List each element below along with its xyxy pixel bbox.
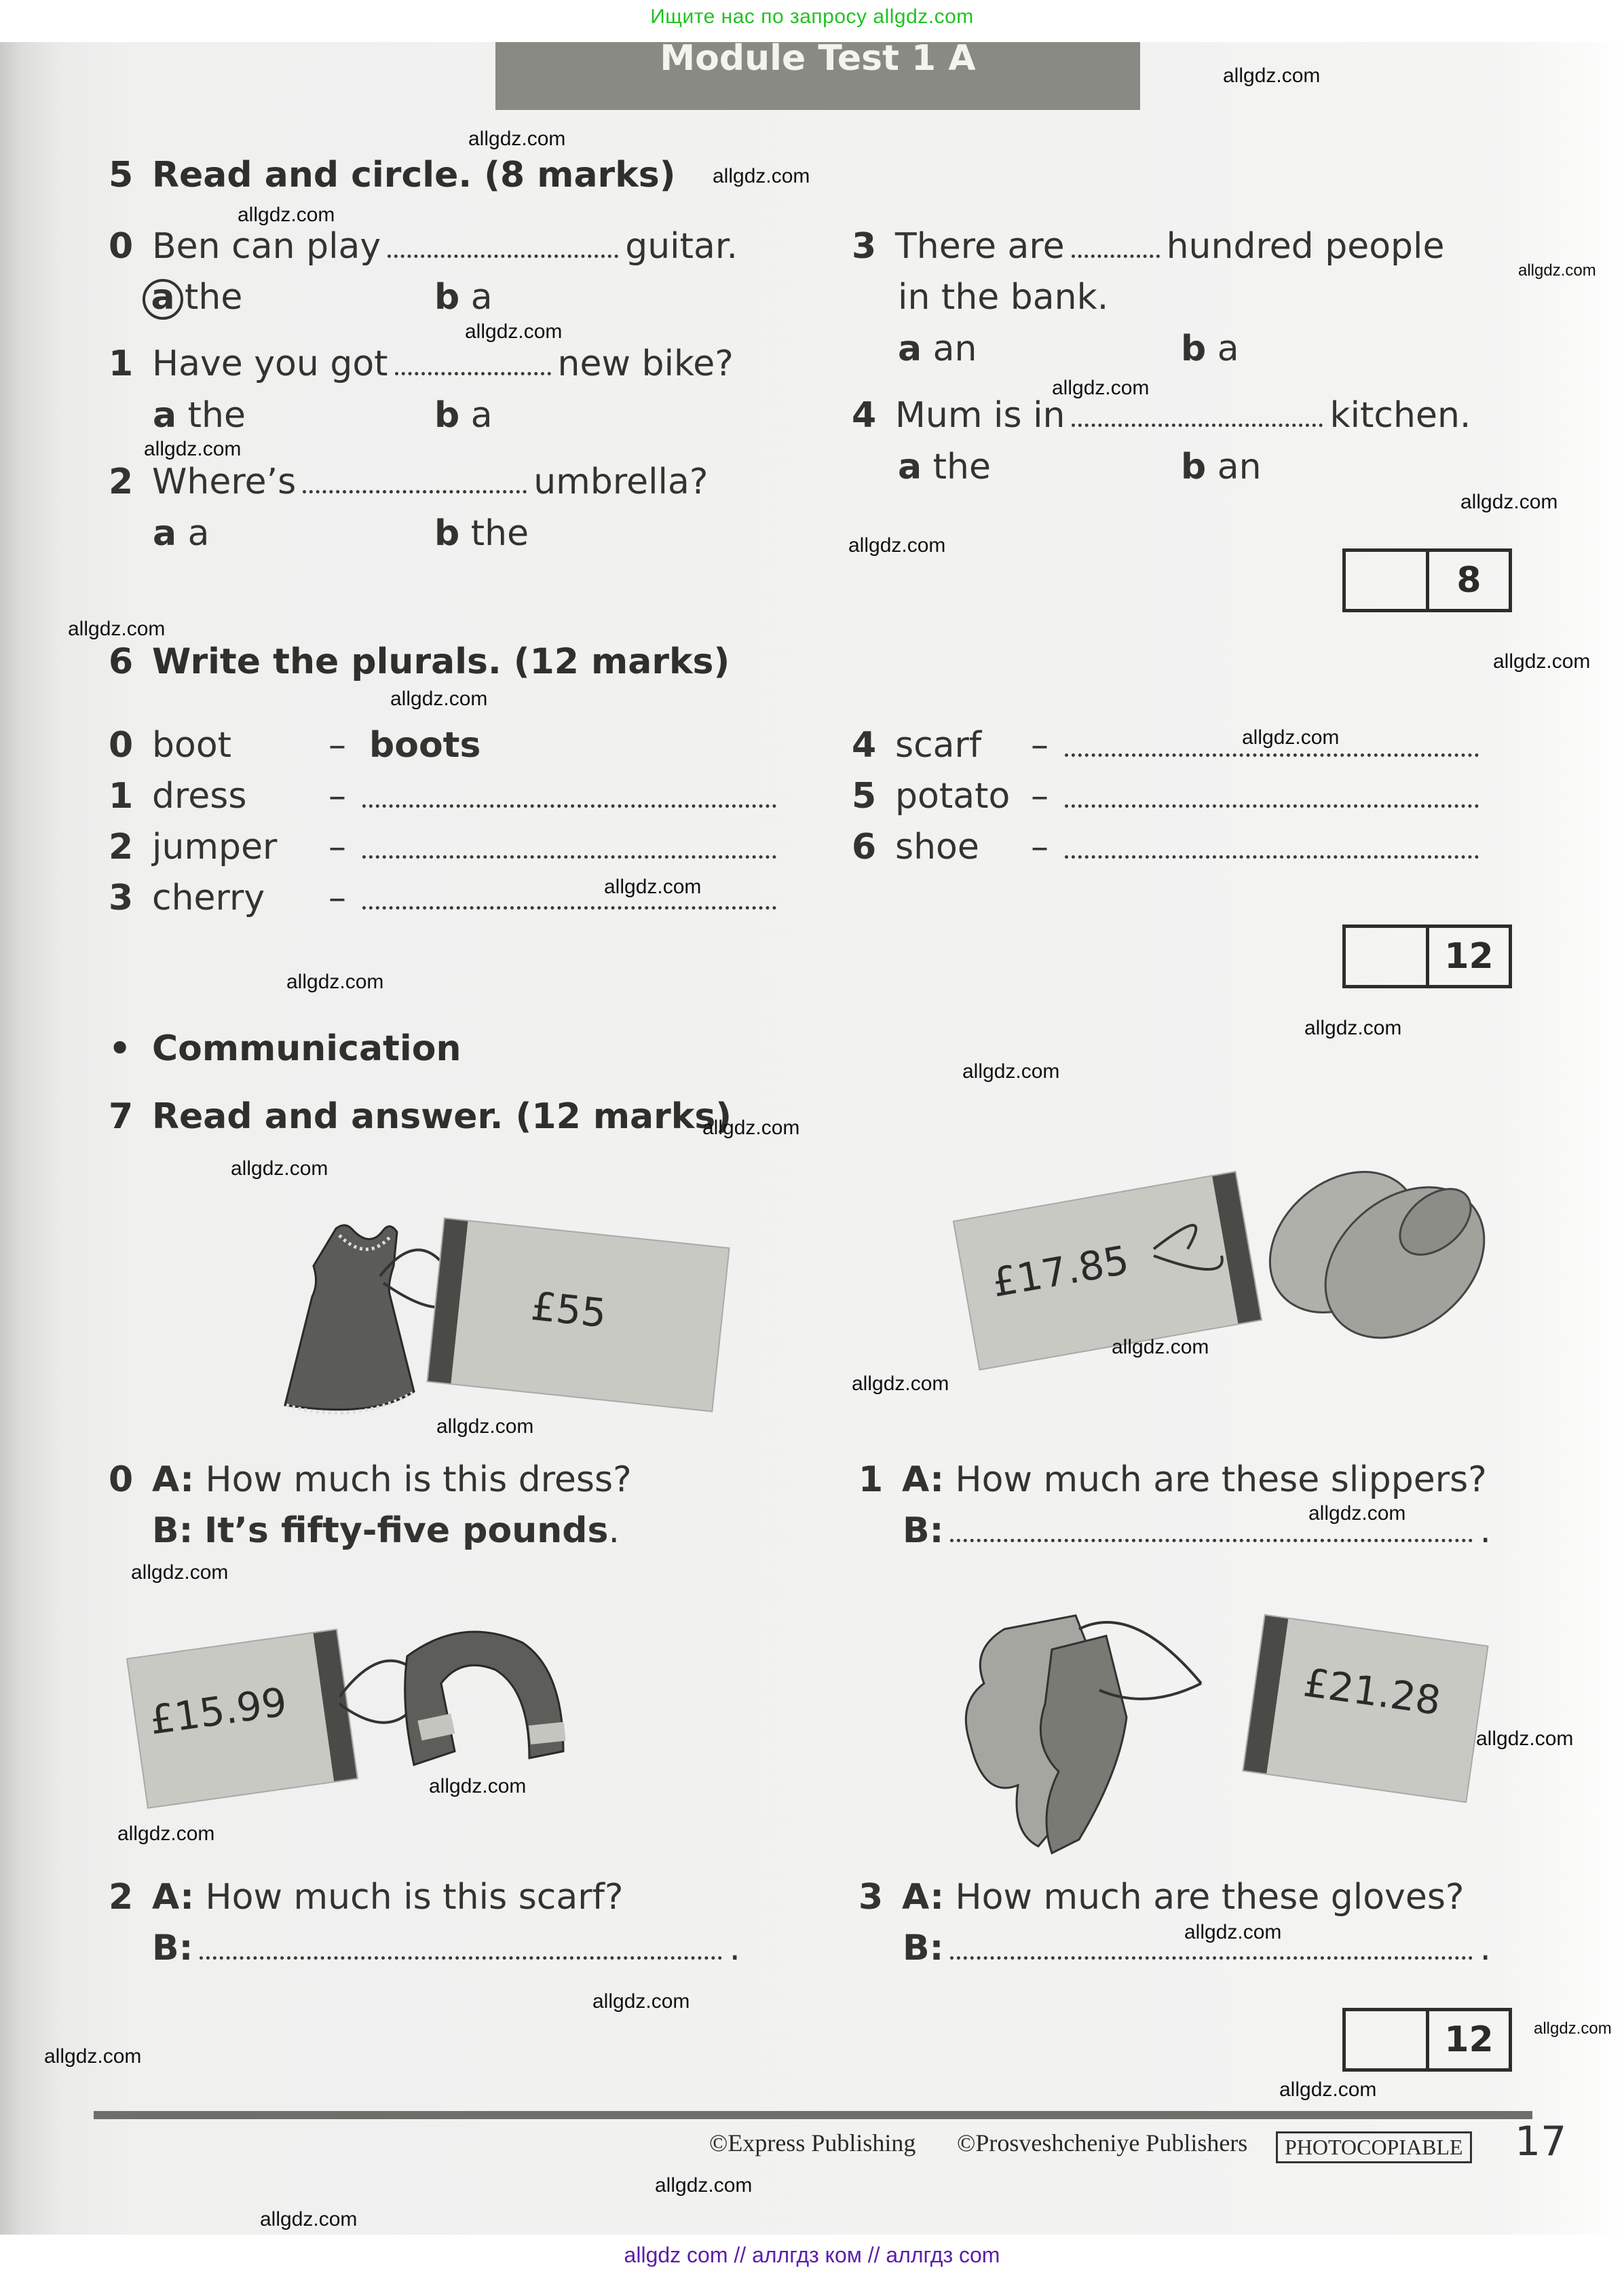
- watermark: allgdz.com: [465, 320, 563, 343]
- dialogue-0-question: 0 A: How much is this dress?: [109, 1459, 632, 1500]
- max-marks: 12: [1444, 936, 1494, 977]
- watermark: allgdz.com: [702, 1117, 800, 1139]
- bottom-banner: [0, 2235, 1624, 2278]
- watermark: allgdz.com: [713, 165, 810, 187]
- watermark: allgdz.com: [1242, 726, 1340, 749]
- watermark: allgdz.com: [131, 1561, 229, 1584]
- answer-blank[interactable]: [362, 798, 776, 808]
- watermark: allgdz.com: [117, 1823, 215, 1845]
- page-title: Module Test 1 A: [660, 38, 976, 79]
- price-label: £21.28: [1300, 1659, 1444, 1724]
- dialogue-0-answer: B: It’s fifty-five pounds.: [152, 1510, 620, 1551]
- price-label: £17.85: [988, 1236, 1133, 1307]
- watermark: allgdz.com: [436, 1415, 534, 1438]
- watermark: allgdz.com: [144, 438, 242, 460]
- watermark: allgdz.com: [286, 971, 384, 993]
- plural-item-5: 5 potato –: [852, 776, 1486, 817]
- plural-item-0: 0 boot – boots: [109, 725, 481, 766]
- price-tag-gloves: [1242, 1614, 1488, 1803]
- section-5-heading: 5 Read and circle. (8 marks): [109, 155, 676, 195]
- watermark: allgdz.com: [1308, 1502, 1406, 1525]
- plural-item-4: 4 scarf –: [852, 725, 1486, 766]
- watermark: allgdz.com: [848, 534, 946, 557]
- answer-blank[interactable]: [303, 483, 527, 493]
- answer-blank[interactable]: [362, 848, 776, 859]
- score-input[interactable]: [1346, 552, 1429, 609]
- option-5-2-a[interactable]: a a: [153, 513, 210, 554]
- option-5-0-b[interactable]: b a: [434, 277, 493, 318]
- question-5-0: 0 Ben can play guitar.: [109, 226, 738, 267]
- watermark: allgdz.com: [390, 688, 488, 710]
- copyright-prosveshcheniye: ©Prosveshcheniye Publishers: [957, 2129, 1248, 2156]
- watermark: allgdz.com: [1223, 64, 1321, 87]
- section-6-heading: 6 Write the plurals. (12 marks): [109, 641, 730, 682]
- scarf-icon: [339, 1616, 624, 1792]
- watermark: allgdz.com: [1534, 2019, 1612, 2038]
- score-box-section-6: [1342, 925, 1512, 988]
- answer-blank[interactable]: [200, 1949, 722, 1960]
- answer-blank[interactable]: [1065, 848, 1479, 859]
- watermark: allgdz.com: [655, 2174, 753, 2197]
- watermark: allgdz.com: [1476, 1728, 1574, 1750]
- footer-divider: [94, 2111, 1532, 2119]
- answer-blank[interactable]: [1072, 417, 1323, 427]
- score-input[interactable]: [1346, 2011, 1429, 2068]
- watermark: allgdz.com: [1052, 377, 1150, 399]
- watermark: allgdz.com: [852, 1373, 949, 1395]
- answer-blank[interactable]: [950, 1532, 1473, 1542]
- dialogue-1-answer: B: .: [903, 1510, 1491, 1551]
- option-5-3-a[interactable]: a an: [898, 329, 977, 369]
- price-label: £55: [529, 1282, 609, 1337]
- max-marks: 12: [1444, 2019, 1494, 2060]
- score-input[interactable]: [1346, 928, 1429, 985]
- dialogue-2-question: 2 A: How much is this scarf?: [109, 1877, 624, 1918]
- watermark: allgdz.com: [468, 128, 566, 150]
- plural-item-2: 2 jumper –: [109, 827, 783, 867]
- answer-blank[interactable]: [395, 365, 551, 375]
- option-5-4-b[interactable]: b an: [1181, 447, 1262, 487]
- score-box-section-5: [1342, 548, 1512, 612]
- dialogue-2-answer: B: .: [152, 1928, 740, 1968]
- top-banner-text: Ищите нас по запросу allgdz.com: [650, 5, 974, 28]
- answer-blank[interactable]: [1065, 798, 1479, 808]
- option-5-2-b[interactable]: b the: [434, 513, 529, 554]
- watermark: allgdz.com: [1518, 261, 1596, 280]
- copyright-express: ©Express Publishing: [709, 2129, 916, 2156]
- answer-blank[interactable]: [950, 1949, 1473, 1960]
- price-tag-scarf: [126, 1628, 358, 1809]
- option-5-0-a[interactable]: a the: [148, 277, 242, 320]
- dialogue-1-question: 1 A: How much are these slippers?: [858, 1459, 1487, 1500]
- option-5-3-b[interactable]: b a: [1181, 329, 1239, 369]
- plural-item-3: 3 cherry –: [109, 878, 783, 918]
- page-title-banner: [495, 38, 1140, 110]
- watermark: allgdz.com: [1112, 1336, 1209, 1358]
- watermark: allgdz.com: [260, 2208, 358, 2230]
- circled-answer-icon: a: [143, 279, 183, 320]
- answer-blank[interactable]: [362, 899, 776, 910]
- option-5-1-b[interactable]: b a: [434, 395, 493, 436]
- score-box-section-7: [1342, 2008, 1512, 2072]
- price-label: £15.99: [147, 1679, 290, 1744]
- watermark: allgdz.com: [429, 1775, 527, 1797]
- photocopiable-badge: PHOTOCOPIABLE: [1276, 2131, 1472, 2163]
- communication-heading: • Communication: [109, 1028, 461, 1069]
- answer-blank[interactable]: [388, 248, 618, 258]
- watermark: allgdz.com: [1184, 1921, 1282, 1943]
- watermark: allgdz.com: [68, 618, 166, 640]
- plural-item-1: 1 dress –: [109, 776, 783, 817]
- slippers-icon: [1059, 1147, 1520, 1364]
- bullet-icon: •: [109, 1028, 132, 1069]
- plural-item-6: 6 shoe –: [852, 827, 1486, 867]
- dialogue-3-question: 3 A: How much are these gloves?: [858, 1877, 1465, 1918]
- bottom-banner-text: allgdz com // аллгдз ком // аллгдз com: [624, 2243, 1000, 2267]
- answer-blank[interactable]: [1072, 248, 1160, 258]
- option-5-4-a[interactable]: a the: [898, 447, 991, 487]
- watermark: allgdz.com: [962, 1060, 1060, 1083]
- option-5-1-a[interactable]: a the: [153, 395, 246, 436]
- section-7-heading: 7 Read and answer. (12 marks): [109, 1096, 732, 1137]
- page-number: 17: [1515, 2118, 1567, 2165]
- question-5-2: 2 Where’s umbrella?: [109, 462, 709, 502]
- watermark: allgdz.com: [231, 1157, 328, 1180]
- watermark: allgdz.com: [1460, 491, 1558, 513]
- watermark: allgdz.com: [44, 2045, 142, 2068]
- question-5-3-line2: in the bank.: [898, 277, 1109, 318]
- question-5-1: 1 Have you got new bike?: [109, 343, 734, 384]
- question-5-4: 4 Mum is in kitchen.: [852, 395, 1471, 436]
- max-marks: 8: [1456, 560, 1481, 601]
- watermark: allgdz.com: [238, 204, 335, 226]
- watermark: allgdz.com: [1304, 1017, 1402, 1039]
- price-tag-dress: [426, 1218, 730, 1413]
- top-banner: [0, 0, 1624, 42]
- question-5-3: 3 There are hundred people: [852, 226, 1445, 267]
- watermark: allgdz.com: [592, 1990, 690, 2013]
- watermark: allgdz.com: [604, 876, 702, 898]
- watermark: allgdz.com: [1493, 650, 1591, 673]
- watermark: allgdz.com: [1279, 2078, 1377, 2101]
- dialogue-3-answer: B: .: [903, 1928, 1491, 1968]
